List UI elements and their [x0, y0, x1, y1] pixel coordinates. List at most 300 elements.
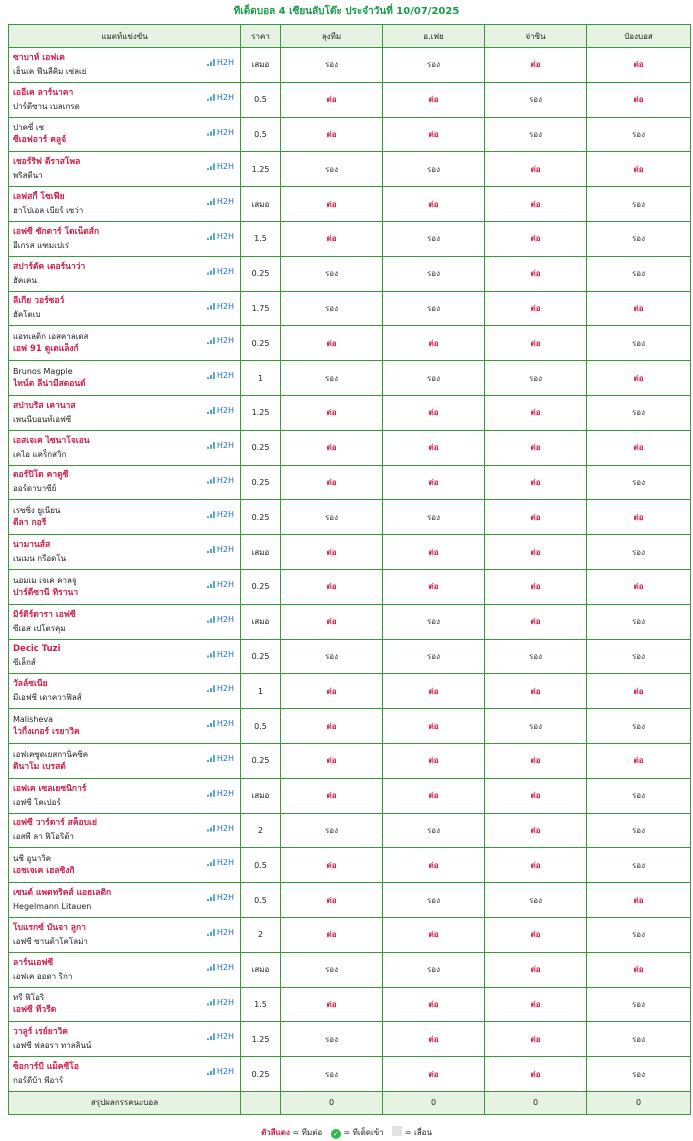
pick-cell: รอง [485, 361, 587, 396]
pick-cell: ต่อ [383, 987, 485, 1022]
pick-cell: ต่อ [587, 500, 691, 535]
bar-chart-icon [207, 511, 215, 518]
away-team: เนเมน กรีอดโน [13, 554, 67, 564]
pick-cell: รอง [281, 256, 383, 291]
h2h-link[interactable] [207, 615, 234, 624]
h2h-label: H2H [216, 927, 234, 937]
home-team: Brunos Magpie [13, 367, 73, 377]
away-team: เอฟซี ฟลอรา ทาลลินน์ [13, 1041, 92, 1051]
pick-cell: ต่อ [281, 117, 383, 152]
h2h-link[interactable] [207, 858, 234, 867]
away-team: เอฟ 91 ดูเดแล็งก์ [13, 344, 79, 355]
postponed-swatch-icon [392, 1126, 402, 1136]
pick-cell: ต่อ [383, 778, 485, 813]
h2h-link[interactable] [207, 789, 234, 798]
pick-cell: รอง [383, 952, 485, 987]
header-expert-1: ลุงทีม [281, 25, 383, 48]
bar-chart-icon [207, 581, 215, 588]
home-team: เอฟเคซูดเยสกานิคซิค [13, 749, 89, 759]
price-cell: 0.5 [241, 709, 281, 744]
away-team: ไทน์ต ลีน่ามีสดอนด์ [13, 379, 86, 390]
bar-chart-icon [207, 59, 215, 66]
pick-cell: รอง [383, 291, 485, 326]
away-team: ฮาโปเอล เบียร์ เซว่า [13, 206, 84, 216]
price-cell: 0.5 [241, 848, 281, 883]
table-row [9, 709, 691, 744]
h2h-label: H2H [216, 545, 234, 555]
bar-chart-icon [207, 755, 215, 762]
bar-chart-icon [207, 407, 215, 414]
pick-cell: ต่อ [587, 952, 691, 987]
home-team: เอฟเค เซลเยซนิการ์ [13, 783, 87, 794]
match-cell [9, 82, 241, 117]
pick-cell: ต่อ [281, 987, 383, 1022]
pick-cell: รอง [281, 500, 383, 535]
h2h-label: H2H [216, 684, 234, 694]
pick-cell: ต่อ [281, 848, 383, 883]
h2h-label: H2H [216, 162, 234, 172]
price-cell: 0.25 [241, 465, 281, 500]
table-row [9, 48, 691, 83]
table-row [9, 848, 691, 883]
h2h-link[interactable] [207, 128, 234, 137]
pick-cell: ต่อ [281, 187, 383, 222]
pick-cell: รอง [587, 778, 691, 813]
pick-cell: ต่อ [383, 848, 485, 883]
pick-cell: ต่อ [383, 117, 485, 152]
match-cell [9, 674, 241, 709]
pick-cell: ต่อ [383, 326, 485, 361]
bar-chart-icon [207, 1068, 215, 1075]
h2h-link[interactable] [207, 893, 234, 902]
pick-cell: ต่อ [383, 187, 485, 222]
match-cell [9, 778, 241, 813]
table-row [9, 395, 691, 430]
pick-cell: รอง [587, 395, 691, 430]
pick-cell: ต่อ [587, 743, 691, 778]
bar-chart-icon [207, 129, 215, 136]
pick-cell: ต่อ [485, 500, 587, 535]
bar-chart-icon [207, 999, 215, 1006]
pick-cell: ต่อ [587, 291, 691, 326]
h2h-link[interactable] [207, 302, 234, 311]
pick-cell: รอง [587, 848, 691, 883]
pick-cell: ต่อ [485, 535, 587, 570]
pick-cell: ต่อ [485, 1057, 587, 1092]
pick-cell: ต่อ [281, 674, 383, 709]
h2h-link[interactable] [207, 1067, 234, 1076]
summary-value-1: 0 [281, 1091, 383, 1114]
pick-cell: ต่อ [485, 152, 587, 187]
bar-chart-icon [207, 825, 215, 832]
table-row [9, 82, 691, 117]
pick-cell: รอง [383, 604, 485, 639]
away-team: เอฟซี ทีวรีด [13, 1005, 57, 1016]
h2h-label: H2H [216, 614, 234, 624]
h2h-link[interactable] [207, 963, 234, 972]
pick-cell: รอง [587, 1022, 691, 1057]
table-row [9, 883, 691, 918]
price-cell: 0.5 [241, 883, 281, 918]
price-cell: เสมอ [241, 187, 281, 222]
predictions-table [8, 24, 691, 1115]
home-team: Decic Tuzi [13, 644, 61, 655]
table-row [9, 326, 691, 361]
away-team: ออร์ดาบาซีย์ [13, 484, 57, 494]
match-cell [9, 48, 241, 83]
match-cell [9, 187, 241, 222]
table-row [9, 187, 691, 222]
home-team: ซาบาห์ เอฟเค [13, 52, 65, 63]
price-cell: 2 [241, 917, 281, 952]
pick-cell: ต่อ [281, 883, 383, 918]
away-team: ดีลา กอรี [13, 518, 47, 529]
price-cell: 1.25 [241, 152, 281, 187]
pick-cell: รอง [281, 48, 383, 83]
pick-cell: ต่อ [281, 709, 383, 744]
pick-cell: ต่อ [281, 569, 383, 604]
pick-cell: รอง [485, 82, 587, 117]
bar-chart-icon [207, 94, 215, 101]
pick-cell: ต่อ [485, 291, 587, 326]
summary-value-4: 0 [587, 1091, 691, 1114]
pick-cell: ต่อ [383, 465, 485, 500]
home-team: เอฟซี ซักดาร์ โดเน็ตส์ก [13, 226, 100, 237]
home-team: สปาร์ตัค เตอร์นาว่า [13, 261, 86, 272]
pick-cell: รอง [383, 883, 485, 918]
home-team: ทรี ฟิโอริ [13, 993, 45, 1003]
header-price: ราคา [241, 25, 281, 48]
table-row [9, 256, 691, 291]
h2h-link[interactable] [207, 650, 234, 659]
match-cell [9, 883, 241, 918]
pick-cell: ต่อ [485, 813, 587, 848]
pick-cell: รอง [281, 1057, 383, 1092]
away-team: เอฟซี โคเปอร์ [13, 797, 61, 807]
h2h-link[interactable] [207, 545, 234, 554]
match-cell [9, 117, 241, 152]
h2h-label: H2H [216, 197, 234, 207]
h2h-label: H2H [216, 92, 234, 102]
bar-chart-icon [207, 268, 215, 275]
price-cell: 1 [241, 674, 281, 709]
pick-cell: รอง [587, 326, 691, 361]
h2h-label: H2H [216, 510, 234, 520]
pick-cell: ต่อ [281, 82, 383, 117]
price-cell: 0.25 [241, 430, 281, 465]
away-team: เคไอ แคร็กสวิก [13, 449, 67, 459]
pick-cell: ต่อ [281, 395, 383, 430]
pick-cell: รอง [281, 1022, 383, 1057]
price-cell: 0.25 [241, 1057, 281, 1092]
pick-cell: ต่อ [485, 1022, 587, 1057]
h2h-label: H2H [216, 371, 234, 381]
h2h-link[interactable] [207, 58, 234, 67]
home-team: ลาร์นเอฟซี [13, 957, 54, 968]
home-team: เชอร์ริฟ ตีราสโพล [13, 157, 81, 168]
pick-cell: รอง [587, 535, 691, 570]
pick-cell: ต่อ [485, 187, 587, 222]
table-row [9, 952, 691, 987]
h2h-link[interactable] [207, 267, 234, 276]
match-cell [9, 604, 241, 639]
match-cell [9, 743, 241, 778]
header-expert-4: ป๋องบอส [587, 25, 691, 48]
price-cell: 1 [241, 361, 281, 396]
h2h-label: H2H [216, 127, 234, 137]
away-team: ซีเอส เปโตรคุม [13, 623, 66, 633]
legend-red-desc: = ทีมต่อ [292, 1127, 323, 1137]
pick-cell: รอง [383, 639, 485, 674]
table-row [9, 221, 691, 256]
pick-cell: รอง [587, 117, 691, 152]
away-team: เอชเจเค เฮลซิงกิ [13, 866, 75, 877]
away-team: ฮัคโตเบ [13, 310, 41, 320]
table-row [9, 639, 691, 674]
table-row [9, 569, 691, 604]
pick-cell: รอง [587, 1057, 691, 1092]
header-match: แมตท์แข่งขัน [9, 25, 241, 48]
home-team: เลฟสกี้ โซเฟีย [13, 192, 65, 203]
pick-cell: รอง [383, 256, 485, 291]
away-team: มีเอฟซี เดาควาฟิลส์ [13, 693, 82, 703]
bar-chart-icon [207, 337, 215, 344]
table-header-row [9, 25, 691, 48]
price-cell: 0.5 [241, 117, 281, 152]
home-team: ดอร์ปิโด คาตูซี [13, 470, 69, 481]
h2h-link[interactable] [207, 371, 234, 380]
price-cell: 1.5 [241, 987, 281, 1022]
away-team: ซีเล็กส์ [13, 658, 36, 668]
pick-cell: ต่อ [281, 430, 383, 465]
h2h-label: H2H [216, 753, 234, 763]
bar-chart-icon [207, 929, 215, 936]
pick-cell: ต่อ [485, 430, 587, 465]
pick-cell: ต่อ [485, 952, 587, 987]
pick-cell: รอง [281, 813, 383, 848]
h2h-link[interactable] [207, 998, 234, 1007]
pick-cell: รอง [587, 639, 691, 674]
h2h-link[interactable] [207, 162, 234, 171]
h2h-link[interactable] [207, 93, 234, 102]
h2h-label: H2H [216, 1067, 234, 1077]
pick-cell: ต่อ [383, 743, 485, 778]
bar-chart-icon [207, 616, 215, 623]
pick-cell: ต่อ [485, 917, 587, 952]
summary-blank [241, 1091, 281, 1114]
h2h-label: H2H [216, 788, 234, 798]
pick-cell: ต่อ [485, 48, 587, 83]
pick-cell: ต่อ [485, 604, 587, 639]
away-team: เอฟซี ซานต้าโคโลม่า [13, 936, 88, 946]
bar-chart-icon [207, 303, 215, 310]
h2h-label: H2H [216, 962, 234, 972]
table-row [9, 361, 691, 396]
summary-label: สรุปผลกรรคนะบอล [9, 1091, 241, 1114]
pick-cell: รอง [383, 48, 485, 83]
table-row [9, 917, 691, 952]
pick-cell: รอง [281, 952, 383, 987]
h2h-label: H2H [216, 58, 234, 67]
legend [0, 1125, 693, 1141]
away-team: ซีเอฟอาร์ คลูจ์ [13, 135, 67, 146]
match-cell [9, 256, 241, 291]
h2h-link[interactable] [207, 232, 234, 241]
home-team: ลีเกีย วอร์ซอว์ [13, 296, 65, 307]
pick-cell: ต่อ [281, 326, 383, 361]
pick-cell: ต่อ [587, 569, 691, 604]
pick-cell: ต่อ [587, 361, 691, 396]
home-team: วาลูร์ เรย์ยาวิค [13, 1027, 68, 1038]
table-row [9, 674, 691, 709]
pick-cell: ต่อ [485, 569, 587, 604]
legend-check-desc: = ทีเด็ดเข้า [343, 1127, 384, 1137]
summary-value-3: 0 [485, 1091, 587, 1114]
home-team: เอฟซี วาร์ดาร์ สค็อบเย่ [13, 818, 97, 829]
price-cell: เสมอ [241, 604, 281, 639]
pick-cell: รอง [281, 639, 383, 674]
h2h-label: H2H [216, 1032, 234, 1042]
match-cell [9, 221, 241, 256]
table-row [9, 535, 691, 570]
away-team: ฮัคเคน [13, 275, 37, 285]
price-cell: 0.25 [241, 256, 281, 291]
match-cell [9, 500, 241, 535]
away-team: เอฟเค ออดา ริกา [13, 971, 73, 981]
pick-cell: ต่อ [485, 987, 587, 1022]
h2h-link[interactable] [207, 684, 234, 693]
pick-cell: รอง [485, 639, 587, 674]
pick-cell: รอง [587, 917, 691, 952]
price-cell: เสมอ [241, 778, 281, 813]
h2h-link[interactable] [207, 197, 234, 206]
h2h-label: H2H [216, 858, 234, 868]
pick-cell: ต่อ [383, 917, 485, 952]
price-cell: 0.25 [241, 326, 281, 361]
home-team: นชี อูนาวิค [13, 854, 52, 864]
match-cell [9, 952, 241, 987]
h2h-link[interactable] [207, 1032, 234, 1041]
h2h-link[interactable] [207, 580, 234, 589]
home-team: เออีเค ลาร์นาคา [13, 87, 74, 98]
pick-cell: ต่อ [485, 395, 587, 430]
pick-cell: รอง [383, 361, 485, 396]
away-team: อีเกรส แฑมเปเร่ [13, 240, 70, 250]
summary-value-2: 0 [383, 1091, 485, 1114]
table-row [9, 813, 691, 848]
check-icon: ✓ [331, 1129, 341, 1139]
home-team: ปาคซี่ เช [13, 123, 45, 133]
away-team: Hegelmann Litauen [13, 902, 92, 912]
pick-cell: รอง [383, 221, 485, 256]
h2h-link[interactable] [207, 406, 234, 415]
home-team: วัลล์ซเนีย [13, 679, 48, 690]
away-team: เฮ็นเค ฟีนลีคิม เซ่ลเย่ [13, 66, 87, 76]
pick-cell: รอง [383, 813, 485, 848]
pick-cell: ต่อ [485, 221, 587, 256]
header-expert-2: อ.เฟย [383, 25, 485, 48]
h2h-link[interactable] [207, 719, 234, 728]
pick-cell: รอง [281, 152, 383, 187]
page-title: ทีเด็ดบอล 4 เซียนลับโต๊ะ ประจำวันที่ 10/07/2025 [233, 6, 460, 17]
pick-cell: รอง [587, 604, 691, 639]
pick-cell: ต่อ [383, 430, 485, 465]
pick-cell: รอง [383, 152, 485, 187]
pick-cell: ต่อ [281, 743, 383, 778]
price-cell: 0.25 [241, 743, 281, 778]
price-cell: 1.5 [241, 221, 281, 256]
price-cell: 1.25 [241, 395, 281, 430]
header-expert-3: จ่าซิน [485, 25, 587, 48]
bar-chart-icon [207, 198, 215, 205]
h2h-link[interactable] [207, 824, 234, 833]
home-team: เรซซิ่ง ยูเนียน [13, 506, 61, 516]
price-cell: 1.75 [241, 291, 281, 326]
h2h-link[interactable] [207, 441, 234, 450]
pick-cell: ต่อ [485, 848, 587, 883]
h2h-label: H2H [216, 440, 234, 450]
table-row [9, 1057, 691, 1092]
bar-chart-icon [207, 859, 215, 866]
pick-cell: รอง [587, 709, 691, 744]
match-cell [9, 1057, 241, 1092]
price-cell: เสมอ [241, 952, 281, 987]
h2h-link[interactable] [207, 476, 234, 485]
pick-cell: รอง [281, 291, 383, 326]
h2h-link[interactable] [207, 510, 234, 519]
pick-cell: ต่อ [281, 535, 383, 570]
home-team: นามานส์ส [13, 540, 51, 551]
summary-row [9, 1091, 691, 1114]
h2h-label: H2H [216, 893, 234, 903]
home-team: โบแรกซ์ บันจา ลูกา [13, 922, 86, 933]
table-row [9, 500, 691, 535]
home-team: เอสเจเค ไซนาโจเอน [13, 435, 90, 446]
pick-cell: รอง [587, 256, 691, 291]
table-row [9, 465, 691, 500]
h2h-label: H2H [216, 405, 234, 415]
h2h-link[interactable] [207, 336, 234, 345]
table-row [9, 743, 691, 778]
home-team: แอทเลติก เอสคาลเดส [13, 332, 89, 342]
bar-chart-icon [207, 894, 215, 901]
match-cell [9, 291, 241, 326]
pick-cell: ต่อ [383, 1057, 485, 1092]
table-row [9, 987, 691, 1022]
away-team: เอสพี ลา ฟิโอริต้า [13, 832, 74, 842]
pick-cell: รอง [485, 883, 587, 918]
pick-cell: ต่อ [281, 221, 383, 256]
away-team: ปาร์ตีซานี ทิรานา [13, 587, 79, 598]
pick-cell: ต่อ [383, 709, 485, 744]
h2h-label: H2H [216, 266, 234, 276]
pick-cell: ต่อ [587, 883, 691, 918]
pick-cell: ต่อ [383, 535, 485, 570]
table-row [9, 291, 691, 326]
away-team: ไวกิ้งเกอร์ เรยาวิค [13, 727, 80, 738]
home-team: Malisheva [13, 715, 54, 725]
h2h-link[interactable] [207, 754, 234, 763]
home-team: เซนต์ แพตทริคส์ แอธเลติก [13, 888, 112, 899]
match-cell [9, 152, 241, 187]
h2h-link[interactable] [207, 928, 234, 937]
h2h-label: H2H [216, 336, 234, 346]
away-team: ปาร์ตีซาน เบลเกรด [13, 101, 80, 111]
table-row [9, 778, 691, 813]
pick-cell: ต่อ [587, 48, 691, 83]
bar-chart-icon [207, 477, 215, 484]
match-cell [9, 1022, 241, 1057]
